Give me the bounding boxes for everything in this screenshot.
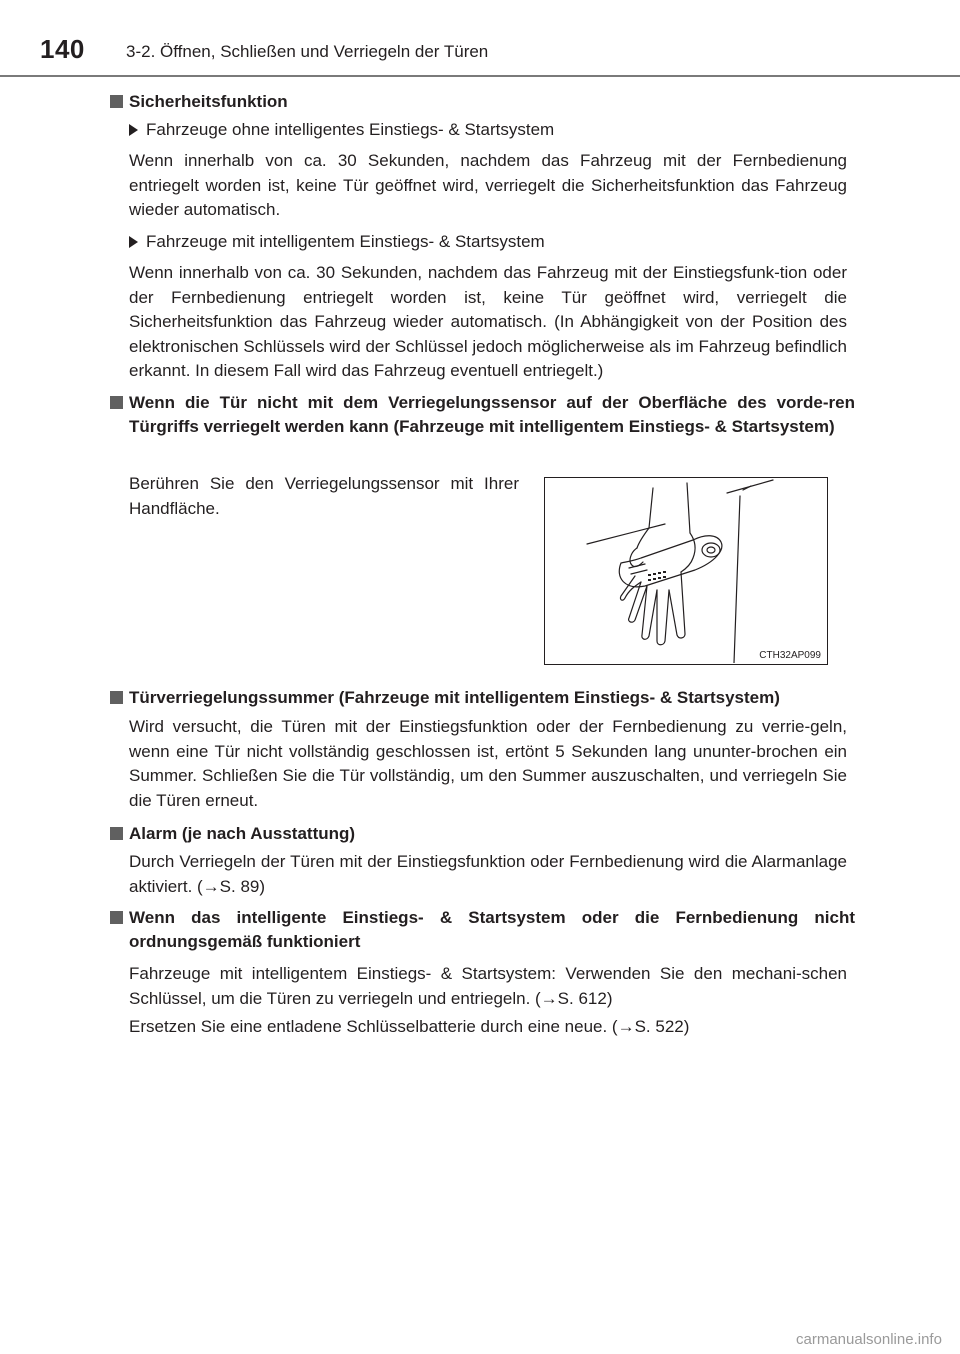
chapter-title: 3-2. Öffnen, Schließen und Verriegeln der Türen bbox=[126, 42, 489, 61]
section-square-icon bbox=[110, 827, 123, 840]
triangle-right-icon bbox=[129, 236, 138, 248]
section-heading-alarm: Alarm (je nach Ausstattung) bbox=[110, 822, 855, 846]
section-heading-safety: Sicherheitsfunktion bbox=[110, 90, 855, 114]
paragraph-safety-without: Wenn innerhalb von ca. 30 Sekunden, nachdem das Fahrzeug mit der Fernbedienung entriegelt worden ist, keine Tür geöffnet wird, verriegelt die Sicherheitsfunktion das Fahrzeug wieder automatisch. bbox=[129, 151, 847, 220]
section-square-icon bbox=[110, 691, 123, 704]
paragraph-safety-with: Wenn innerhalb von ca. 30 Sekunden, nachdem das Fahrzeug mit der Einstiegsfunk-tion oder der Fernbedienung entriegelt worden ist, keine Tür geöffnet wird, verriegelt die Sicherheitsfunktion das Fahrzeug wieder automatisch. (In Abhängigkeit von der Position des elektronischen Schlüssels wird der Schlüssel jedoch möglicherweise als im Fahrzeug befindlich erkannt. In diesem Fall wird das Fahrzeug eventuell entriegelt.) bbox=[129, 263, 847, 381]
section-square-icon bbox=[110, 95, 123, 108]
paragraph-battery: Ersetzen Sie eine entladene Schlüsselbatterie durch eine neue. (→S. 522) bbox=[129, 1017, 690, 1036]
subheading-with-smart-entry: Fahrzeuge mit intelligentem Einstiegs- & Startsystem bbox=[129, 230, 545, 254]
page-number: 140 bbox=[40, 34, 85, 64]
section-square-icon bbox=[110, 396, 123, 409]
paragraph-mechanical-key: Fahrzeuge mit intelligentem Einstiegs- & Startsystem: Verwenden Sie den mechani-schen Schlüssel, um die Türen zu verriegeln und entriegeln. (→S. 612) bbox=[129, 964, 847, 1008]
header-divider bbox=[0, 75, 960, 77]
door-handle-illustration bbox=[544, 477, 828, 665]
triangle-right-icon bbox=[129, 124, 138, 136]
paragraph-alarm: Durch Verriegeln der Türen mit der Einstiegsfunktion oder Fernbedienung wird die Alarmanlage aktiviert. (→S. 89) bbox=[129, 852, 847, 896]
page-header bbox=[0, 0, 960, 80]
section-square-icon bbox=[110, 911, 123, 924]
section-heading-buzzer: Türverriegelungssummer (Fahrzeuge mit intelligentem Einstiegs- & Startsystem) bbox=[110, 686, 855, 710]
subheading-without-smart-entry: Fahrzeuge ohne intelligentes Einstiegs- & Startsystem bbox=[129, 118, 554, 142]
paragraph-buzzer: Wird versucht, die Türen mit der Einstiegsfunktion oder der Fernbedienung zu verrie-geln, wenn eine Tür nicht vollständig geschlossen ist, ertönt 5 Sekunden lang ununter-brochen ein Summer. Schließen Sie die Tür vollständig, um den Summer auszuschalten, und verriegeln Sie die Türen erneut. bbox=[129, 717, 847, 810]
section-heading-lock-sensor: Wenn die Tür nicht mit dem Verriegelungssensor auf der Oberfläche des vorde-ren Türgriffs verriegelt werden kann (Fahrzeuge mit intelligentem Einstiegs- & Startsystem) bbox=[110, 391, 855, 439]
figure-code: CTH32AP099 bbox=[759, 650, 821, 661]
paragraph-touch-sensor: Berühren Sie den Verriegelungssensor mit Ihrer Handfläche. bbox=[129, 474, 519, 518]
hand-on-door-handle-drawing bbox=[545, 478, 826, 663]
section-heading-malfunction: Wenn das intelligente Einstiegs- & Startsystem oder die Fernbedienung nicht ordnungsgemäß funktioniert bbox=[110, 906, 855, 954]
watermark: carmanualsonline.info bbox=[796, 1331, 942, 1348]
